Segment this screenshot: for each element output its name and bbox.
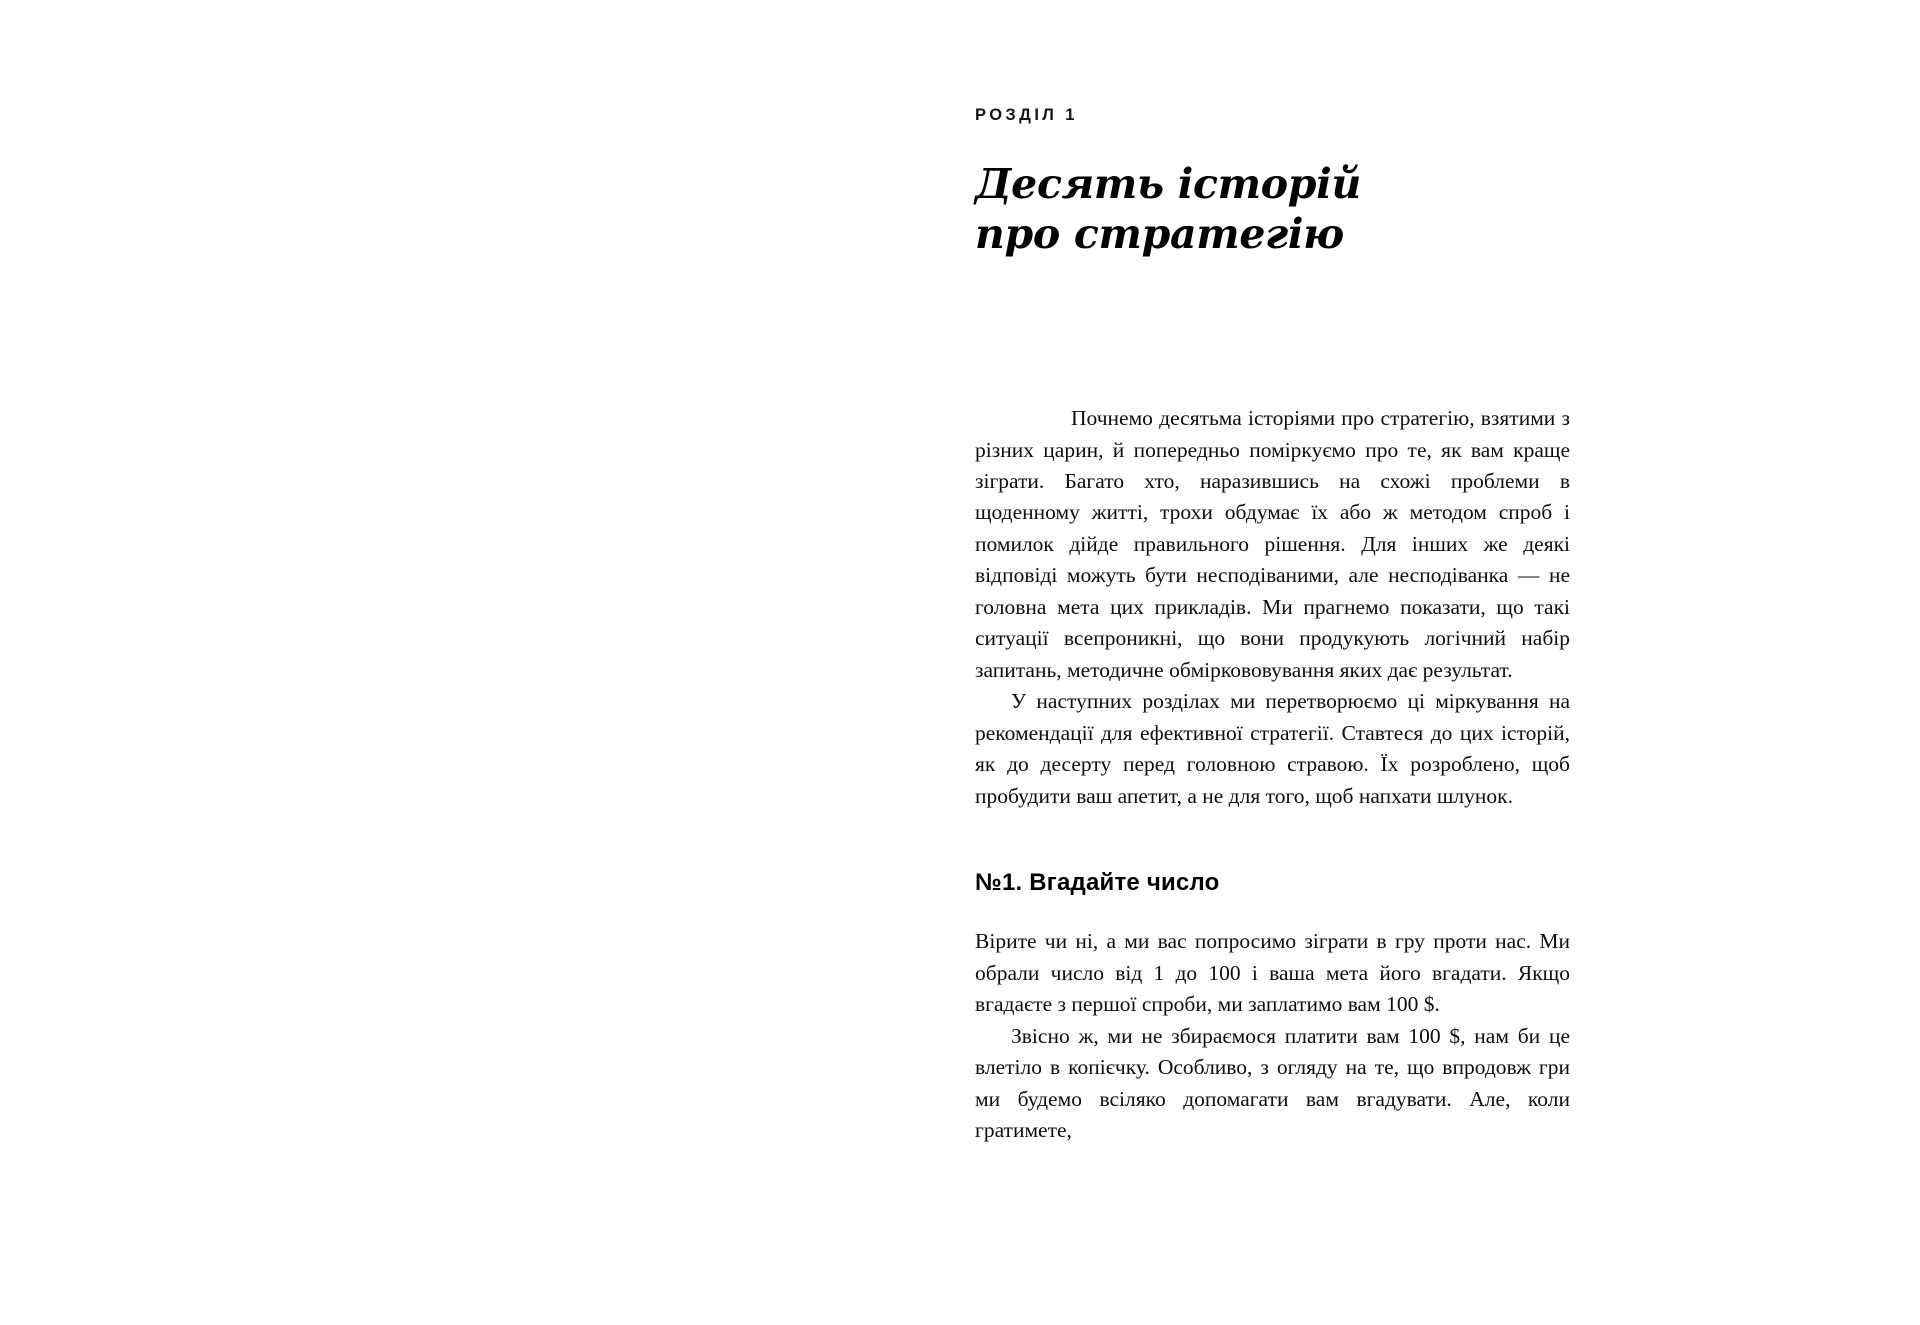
intro-body	[975, 403, 1570, 812]
page-content	[975, 106, 1570, 1147]
chapter-title	[975, 159, 1570, 259]
chapter-title-line-2: про стратегію	[975, 210, 1344, 259]
paragraph: У наступних розділах ми перетворюємо ці міркування на рекомендації для ефективної стратегії. Ставтеся до цих історій, як до десерту перед головною стравою. Їх розроблено, щоб пробудити ваш апетит, а не для того, щоб напхати шлунок.	[975, 689, 1570, 808]
chapter-label: РОЗДІЛ 1	[975, 106, 1078, 124]
paragraph: Віритe чи ні, а ми вас попросимо зіграти в гру проти нас. Ми обрали число від 1 до 100 і ваша мета його вгадати. Якщо вгадаєте з першої спроби, ми заплатимо вам 100 $.	[975, 929, 1570, 1017]
paragraph	[975, 403, 1570, 686]
right-text-page	[960, 0, 1920, 1325]
paragraph-text: Почнемо десятьма історіями про стратегію, взятими з різних царин, й попередньо поміркуємо про те, як вам краще зіграти. Багато хто, наразившись на схожі проблеми в щоденному житті, трохи обдумає їх або ж методом спроб і помилок дійде правильного рішення. Для інших же деякі відповіді можуть бути несподіваними, але несподіванка — не головна мета цих прикладів. Ми прагнемо показати, що такі ситуації всепроникні, що вони продукують логічний набір запитань, методичне обміркововування яких дає результат.	[975, 406, 1570, 682]
chapter-title-line-1: Десять історій	[975, 160, 1361, 208]
paragraph: Звісно ж, ми не збираємося платити вам 100 $, нам би це влетіло в копієчку. Особливо, з огляду на те, що впродовж гри ми будемо всіляко допомагати вам вгадувати. Але, коли гратимете,	[975, 1023, 1570, 1143]
section-body	[975, 926, 1570, 1146]
section-title: №1. Вгадайте число	[975, 869, 1220, 897]
